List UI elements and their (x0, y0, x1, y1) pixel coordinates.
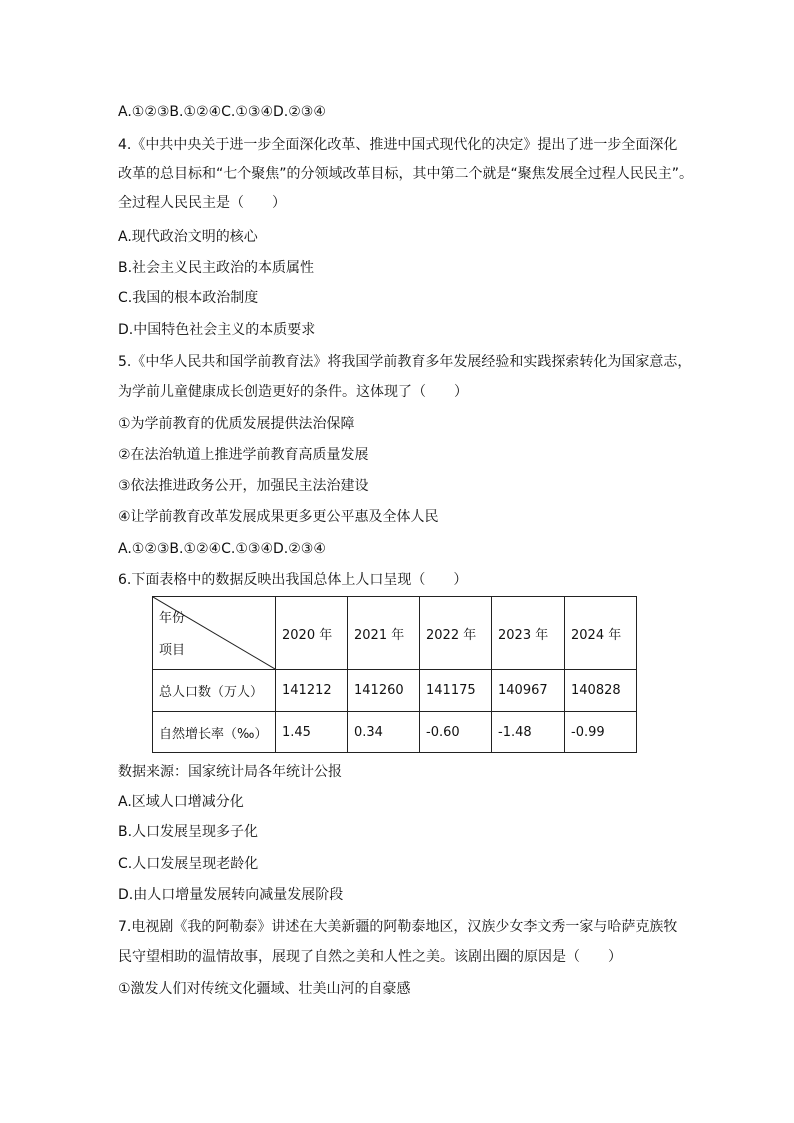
table-cell: -0.99 (565, 712, 637, 753)
q5-options: A.①②③B.①②④C.①③④D.②③④ (118, 541, 326, 557)
corner-label-year: 年份 (159, 611, 186, 626)
table-cell: -1.48 (492, 712, 565, 753)
q5-statement-2: ②在法治轨道上推进学前教育高质量发展 (118, 447, 369, 463)
q7-stem-line1: 7.电视剧《我的阿勒泰》讲述在大美新疆的阿勒泰地区，汉族少女李文秀一家与哈萨克族牧 (118, 919, 678, 935)
table-cell: -0.60 (420, 712, 492, 753)
table-cell: 140967 (492, 670, 565, 712)
q3-options: A.①②③B.①②④C.①③④D.②③④ (118, 104, 326, 120)
q4-stem-line3: 全过程人民民主是（ ） (118, 195, 286, 211)
year-header: 2021 年 (348, 597, 420, 670)
population-table (152, 596, 637, 753)
q5-stem-line1: 5.《中华人民共和国学前教育法》将我国学前教育多年发展经验和实践探索转化为国家意志， (118, 354, 692, 370)
table-cell: 0.34 (348, 712, 420, 753)
q6-stem: 6.下面表格中的数据反映出我国总体上人口呈现（ ） (118, 572, 468, 588)
year-header: 2022 年 (420, 597, 492, 670)
q5-statement-3: ③依法推进政务公开，加强民主法治建设 (118, 478, 369, 494)
q4-stem-line1: 4.《中共中央关于进一步全面深化改革、推进中国式现代化的决定》提出了进一步全面深化 (118, 137, 678, 153)
q6-option-a: A.区域人口增减分化 (118, 794, 244, 810)
q5-statement-4: ④让学前教育改革发展成果更多更公平惠及全体人民 (118, 509, 439, 525)
year-header: 2023 年 (492, 597, 565, 670)
q5-statement-1: ①为学前教育的优质发展提供法治保障 (118, 416, 355, 432)
q6-option-c: C.人口发展呈现老龄化 (118, 856, 259, 872)
table-cell: 141212 (276, 670, 348, 712)
table-cell: 1.45 (276, 712, 348, 753)
q4-option-b: B.社会主义民主政治的本质属性 (118, 260, 315, 276)
table-cell: 141260 (348, 670, 420, 712)
table-row (153, 712, 637, 753)
q6-option-d: D.由人口增量发展转向减量发展阶段 (118, 887, 344, 903)
table-cell: 140828 (565, 670, 637, 712)
q4-option-d: D.中国特色社会主义的本质要求 (118, 322, 316, 338)
corner-label-item: 项目 (159, 643, 186, 658)
q7-stem-line2: 民守望相助的温情故事，展现了自然之美和人性之美。该剧出圈的原因是（ ） (118, 949, 622, 965)
q4-option-a: A.现代政治文明的核心 (118, 229, 258, 245)
year-header: 2024 年 (565, 597, 637, 670)
row-label: 总人口数（万人） (153, 670, 276, 712)
table-row (153, 670, 637, 712)
year-header: 2020 年 (276, 597, 348, 670)
q7-statement-1: ①激发人们对传统文化疆域、壮美山河的自豪感 (118, 981, 411, 997)
table-header-row (153, 597, 637, 670)
row-label: 自然增长率（‰） (153, 712, 276, 753)
table-cell: 141175 (420, 670, 492, 712)
q5-stem-line2: 为学前儿童健康成长创造更好的条件。这体现了（ ） (118, 384, 468, 400)
table-source: 数据来源：国家统计局各年统计公报 (118, 764, 342, 780)
q4-stem-line2: 改革的总目标和“七个聚焦”的分领域改革目标，其中第二个就是“聚焦发展全过程人民民主”。 (118, 166, 694, 182)
q6-option-b: B.人口发展呈现多子化 (118, 824, 259, 840)
q4-option-c: C.我国的根本政治制度 (118, 290, 259, 306)
table-corner-cell (153, 597, 276, 670)
